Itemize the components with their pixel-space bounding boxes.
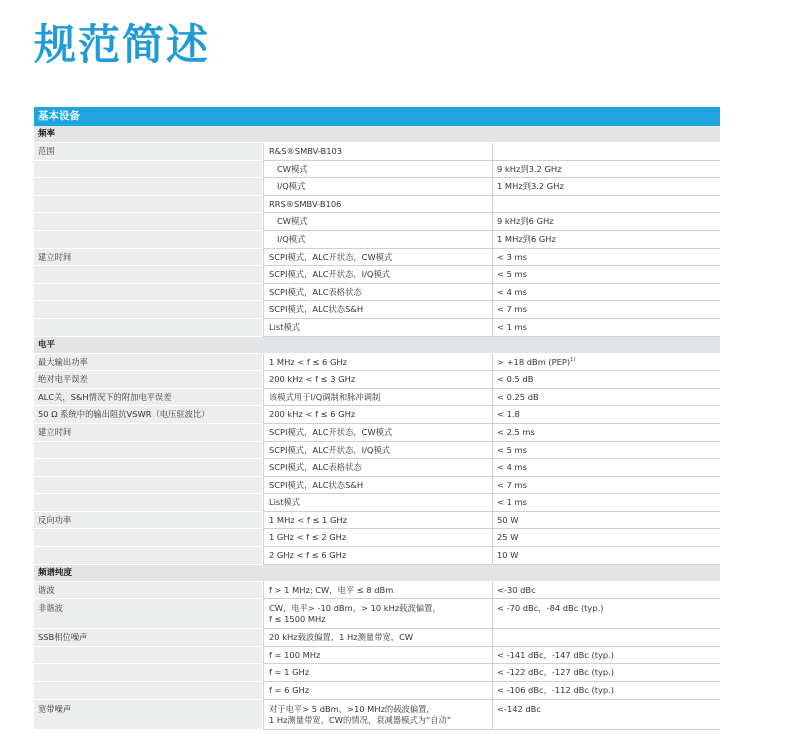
param-label	[34, 231, 263, 249]
value-text: < -122 dBc，-127 dBc (typ.)	[497, 667, 615, 678]
table-row	[34, 266, 720, 284]
condition-text: 20 kHz载波偏置，1 Hz测量带宽，CW	[269, 632, 414, 643]
value-text: < 0.25 dB	[497, 391, 539, 402]
condition-cell	[263, 406, 492, 424]
condition-text: I/Q模式	[277, 233, 306, 244]
section-header: 基本设备	[34, 107, 720, 126]
condition-cell	[263, 196, 492, 214]
condition-text: f = 100 MHz	[269, 649, 321, 660]
param-label	[34, 161, 263, 179]
condition-text: SCPI模式，ALC开状态，CW模式	[269, 251, 393, 262]
table-row	[34, 161, 720, 179]
value-text: < -106 dBc，-112 dBc (typ.)	[497, 685, 615, 696]
condition-cell	[263, 529, 492, 547]
value-cell	[492, 406, 720, 424]
condition-cell	[263, 424, 492, 442]
param-label	[34, 442, 263, 460]
table-row	[34, 143, 720, 161]
condition-text: CW模式	[277, 216, 308, 227]
condition-text: SCPI模式，ALC表格状态	[269, 286, 362, 297]
value-cell	[492, 196, 720, 214]
condition-cell	[263, 266, 492, 284]
param-label	[34, 178, 263, 196]
value-text: < 4 ms	[497, 286, 527, 297]
condition-cell	[263, 547, 492, 565]
condition-cell	[263, 647, 492, 665]
condition-cell	[263, 477, 492, 495]
value-cell	[492, 371, 720, 389]
condition-cell	[263, 178, 492, 196]
group-header: 电平	[34, 337, 720, 354]
value-text: 1 MHz到6 GHz	[497, 233, 556, 244]
table-row	[34, 231, 720, 249]
param-label: 最大输出功率	[34, 354, 263, 372]
value-text: < -141 dBc，-147 dBc (typ.)	[497, 649, 615, 660]
condition-cell	[263, 664, 492, 682]
condition-text: 1 MHz < f ≤ 1 GHz	[269, 514, 347, 525]
table-row	[34, 354, 720, 372]
value-text: 9 kHz到6 GHz	[497, 216, 554, 227]
condition-text: f > 1 MHz; CW，电平 ≤ 8 dBm	[269, 584, 394, 595]
value-cell	[492, 178, 720, 196]
condition-cell	[263, 354, 492, 372]
value-cell	[492, 599, 720, 629]
table-row	[34, 319, 720, 337]
value-text: < 3 ms	[497, 251, 527, 262]
value-cell	[492, 647, 720, 665]
value-cell	[492, 700, 720, 730]
table-row	[34, 599, 720, 629]
value-text: <-30 dBc	[497, 584, 536, 595]
value-text: 1 MHz到3.2 GHz	[497, 181, 564, 192]
value-text: < 7 ms	[497, 479, 527, 490]
param-label	[34, 459, 263, 477]
param-label: 建立时间	[34, 424, 263, 442]
condition-cell	[263, 442, 492, 460]
value-cell	[492, 266, 720, 284]
condition-text: 对于电平> 5 dBm，>10 MHz的载波偏置，	[269, 703, 435, 714]
condition-text: List模式	[269, 497, 301, 508]
condition-cell	[263, 161, 492, 179]
condition-text: 200 kHz < f ≤ 6 GHz	[269, 409, 356, 420]
table-row	[34, 301, 720, 319]
table-row	[34, 424, 720, 442]
condition-text: SCPI模式，ALC开状态，I/Q模式	[269, 269, 391, 280]
value-text: < 1.8	[497, 409, 520, 420]
value-text: < -70 dBc，-84 dBc (typ.)	[497, 603, 604, 614]
param-label	[34, 494, 263, 512]
condition-cell	[263, 459, 492, 477]
param-label: 50 Ω 系统中的输出阻抗VSWR（电压驻波比）	[34, 406, 263, 424]
footnote-marker: 1)	[570, 356, 576, 363]
value-text: < 7 ms	[497, 304, 527, 315]
value-text: < 1 ms	[497, 321, 527, 332]
table-row	[34, 406, 720, 424]
param-label	[34, 301, 263, 319]
condition-text: f = 6 GHz	[269, 685, 310, 696]
value-cell	[492, 494, 720, 512]
value-cell	[492, 143, 720, 161]
condition-text: SCPI模式，ALC开状态，I/Q模式	[269, 444, 391, 455]
page-title: 规范简述	[34, 20, 211, 69]
table-row	[34, 682, 720, 700]
condition-text: CW模式	[277, 163, 308, 174]
table-row	[34, 442, 720, 460]
table-row	[34, 647, 720, 665]
value-text: < 2.5 ms	[497, 426, 535, 437]
value-cell	[492, 442, 720, 460]
condition-cell	[263, 284, 492, 302]
value-text: > +18 dBm (PEP)	[497, 356, 571, 367]
condition-cell	[263, 389, 492, 407]
condition-cell	[263, 700, 492, 730]
value-cell	[492, 231, 720, 249]
condition-cell	[263, 213, 492, 231]
param-label: 谐波	[34, 582, 263, 600]
condition-cell	[263, 582, 492, 600]
spec-table	[34, 107, 720, 730]
condition-cell	[263, 512, 492, 530]
value-text: 25 W	[497, 532, 519, 543]
condition-text: RRS®SMBV-B106	[269, 198, 342, 209]
value-cell	[492, 161, 720, 179]
condition-text-line2: f ≤ 1500 MHz	[269, 614, 326, 625]
value-cell	[492, 512, 720, 530]
param-label	[34, 664, 263, 682]
table-row	[34, 459, 720, 477]
param-label	[34, 319, 263, 337]
param-label: ALC关，S&H情况下的附加电平误差	[34, 389, 263, 407]
param-label	[34, 682, 263, 700]
param-label	[34, 213, 263, 231]
condition-cell	[263, 143, 492, 161]
value-cell	[492, 319, 720, 337]
param-label: 宽带噪声	[34, 700, 263, 730]
value-cell	[492, 301, 720, 319]
condition-cell	[263, 319, 492, 337]
condition-text: CW，电平> -10 dBm，> 10 kHz载波偏置，	[269, 603, 441, 614]
condition-text: List模式	[269, 321, 301, 332]
condition-cell	[263, 249, 492, 267]
table-row	[34, 196, 720, 214]
table-row	[34, 284, 720, 302]
condition-cell	[263, 599, 492, 629]
condition-text-line2: 1 Hz测量带宽，CW的情况，衰减器模式为“自动”	[269, 714, 452, 725]
table-row	[34, 249, 720, 267]
table-row	[34, 389, 720, 407]
value-cell	[492, 477, 720, 495]
value-cell	[492, 459, 720, 477]
value-cell	[492, 284, 720, 302]
value-cell	[492, 547, 720, 565]
condition-text: 1 MHz < f ≤ 6 GHz	[269, 356, 347, 367]
value-cell	[492, 424, 720, 442]
group-header: 频谱纯度	[34, 565, 720, 582]
param-label	[34, 529, 263, 547]
param-label	[34, 266, 263, 284]
table-row	[34, 629, 720, 647]
value-text: < 5 ms	[497, 269, 527, 280]
condition-text: 1 GHz < f ≤ 2 GHz	[269, 532, 347, 543]
param-label: 反向功率	[34, 512, 263, 530]
param-label	[34, 647, 263, 665]
param-label: 绝对电平误差	[34, 371, 263, 389]
spec-groups	[34, 126, 720, 730]
value-text: 10 W	[497, 550, 519, 561]
param-label: SSB相位噪声	[34, 629, 263, 647]
condition-cell	[263, 231, 492, 249]
condition-text: R&S®SMBV-B103	[269, 146, 343, 156]
condition-text: SCPI模式，ALC表格状态	[269, 462, 362, 473]
value-cell	[492, 354, 720, 372]
value-text: < 1 ms	[497, 497, 527, 508]
value-text: < 4 ms	[497, 462, 527, 473]
condition-cell	[263, 494, 492, 512]
value-cell	[492, 682, 720, 700]
condition-text: f = 1 GHz	[269, 667, 310, 678]
value-cell	[492, 389, 720, 407]
table-row	[34, 582, 720, 600]
value-text: <-142 dBc	[497, 703, 541, 714]
value-cell	[492, 664, 720, 682]
condition-text: 2 GHz < f ≤ 6 GHz	[269, 550, 347, 561]
condition-cell	[263, 682, 492, 700]
param-label	[34, 284, 263, 302]
table-row	[34, 547, 720, 565]
condition-text: 该模式用于I/Q调制和脉冲调制	[269, 391, 381, 402]
table-row	[34, 529, 720, 547]
value-cell	[492, 249, 720, 267]
value-cell	[492, 529, 720, 547]
value-text: 50 W	[497, 514, 519, 525]
param-label: 范围	[34, 143, 263, 161]
value-cell	[492, 213, 720, 231]
condition-text: SCPI模式，ALC开状态，CW模式	[269, 426, 393, 437]
value-cell	[492, 629, 720, 647]
table-row	[34, 371, 720, 389]
condition-text: SCPI模式，ALC状态S&H	[269, 304, 364, 315]
table-row	[34, 494, 720, 512]
table-row	[34, 213, 720, 231]
condition-text: I/Q模式	[277, 181, 306, 192]
condition-cell	[263, 371, 492, 389]
condition-cell	[263, 629, 492, 647]
param-label: 非谐波	[34, 599, 263, 629]
table-row	[34, 700, 720, 730]
table-row	[34, 477, 720, 495]
table-row	[34, 512, 720, 530]
value-text: < 5 ms	[497, 444, 527, 455]
group-header: 频率	[34, 126, 720, 143]
table-row	[34, 664, 720, 682]
condition-text: 200 kHz < f ≤ 3 GHz	[269, 374, 356, 385]
value-cell	[492, 582, 720, 600]
value-text: 9 kHz到3.2 GHz	[497, 163, 562, 174]
table-row	[34, 178, 720, 196]
condition-cell	[263, 301, 492, 319]
param-label: 建立时间	[34, 249, 263, 267]
param-label	[34, 547, 263, 565]
value-text: < 0.5 dB	[497, 374, 534, 385]
param-label	[34, 196, 263, 214]
condition-text: SCPI模式，ALC状态S&H	[269, 479, 364, 490]
param-label	[34, 477, 263, 495]
